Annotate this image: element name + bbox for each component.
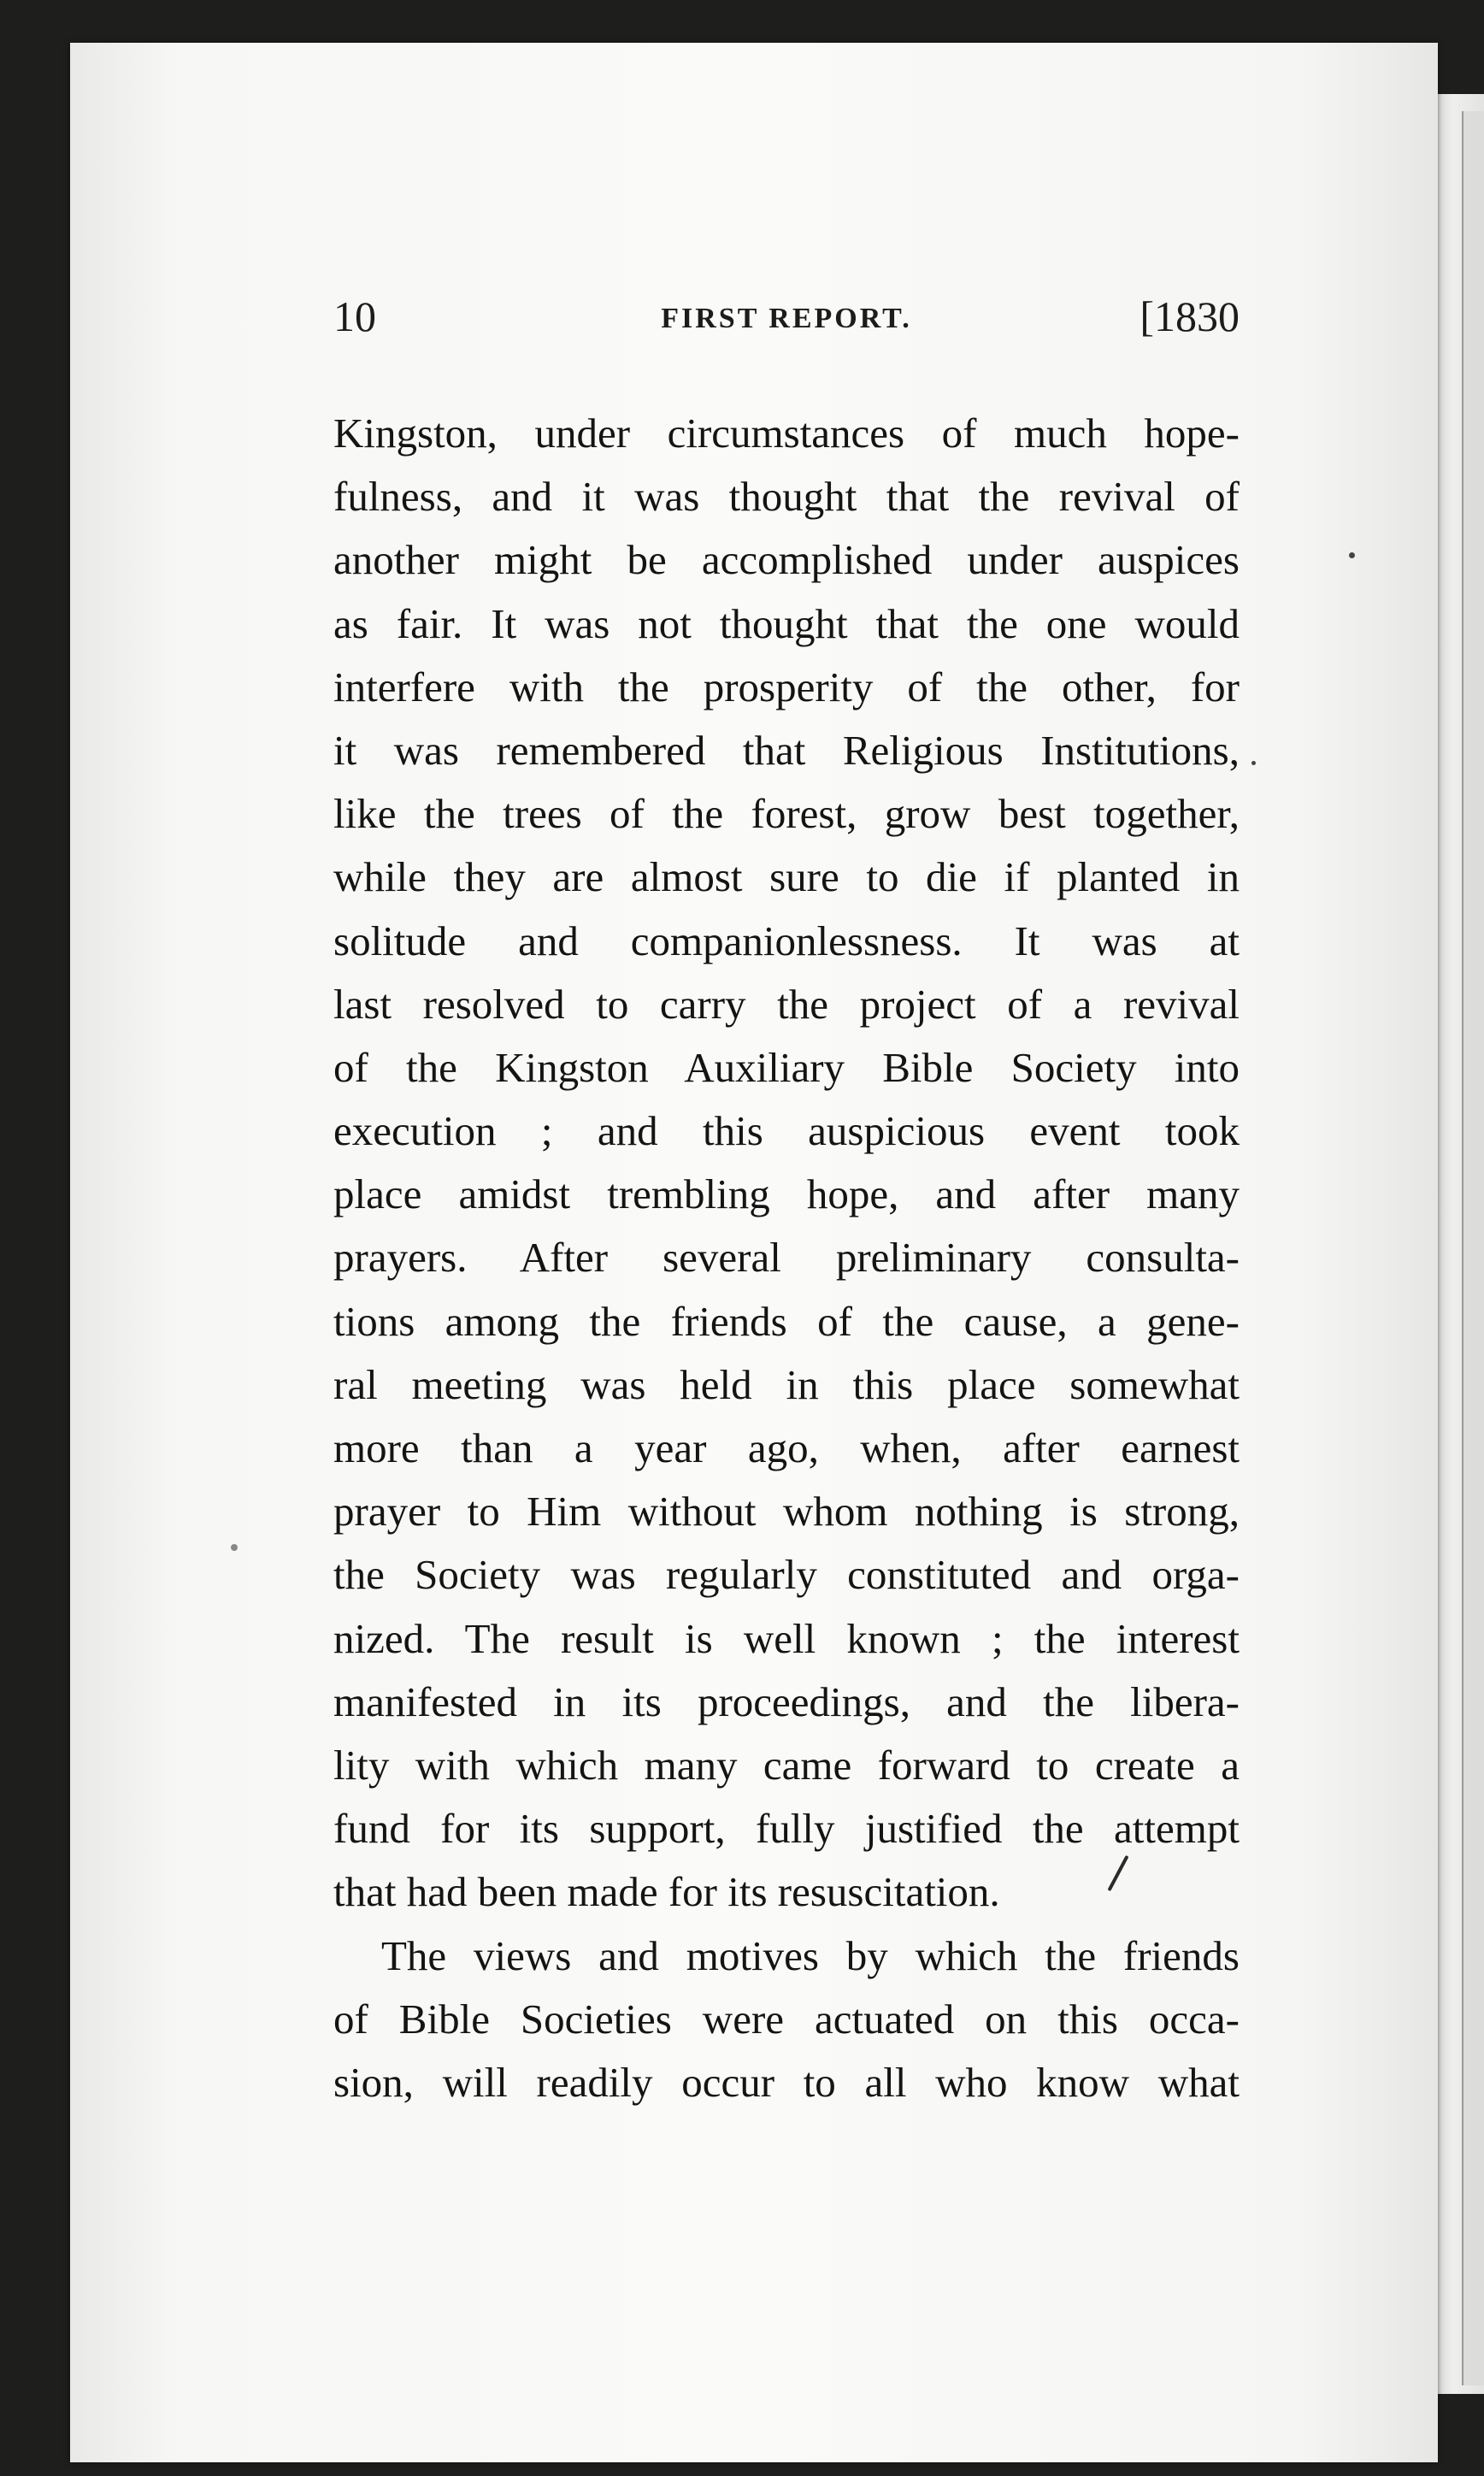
text-line: lity with which many came forward to create a [333, 1741, 1240, 1789]
text-line: fund for its support, fully justified the attempt [333, 1805, 1240, 1853]
text-line: the Society was regularly constituted and orga- [333, 1551, 1240, 1599]
page-number: 10 [333, 292, 376, 340]
text-line: execution ; and this auspicious event took [333, 1107, 1240, 1155]
text-line: of the Kingston Auxiliary Bible Society into [333, 1043, 1240, 1091]
text-line: place amidst trembling hope, and after many [333, 1170, 1240, 1218]
text-line: another might be accomplished under auspices [333, 536, 1240, 584]
text-line: more than a year ago, when, after earnest [333, 1424, 1240, 1471]
body-text [333, 402, 1240, 2114]
text-line: like the trees of the forest, grow best together, [333, 790, 1240, 838]
text-line: ral meeting was held in this place somewhat [333, 1360, 1240, 1408]
text-line: that had been made for its resuscitation. [333, 1868, 1000, 1916]
text-line: prayers. After several preliminary consulta- [333, 1234, 1240, 1282]
running-head: FIRST REPORT. [661, 303, 912, 334]
header-year: [1830 [1140, 292, 1240, 340]
text-line: it was remembered that Religious Institutions, [333, 726, 1240, 774]
text-line: while they are almost sure to die if planted in [333, 853, 1240, 901]
text-line: of Bible Societies were actuated on this occa- [333, 1995, 1240, 2043]
text-line: sion, will readily occur to all who know what [333, 2058, 1240, 2106]
text-line: last resolved to carry the project of a revival [333, 980, 1240, 1028]
text-line: tions among the friends of the cause, a gene- [333, 1297, 1240, 1345]
text-line: Kingston, under circumstances of much hope- [333, 410, 1240, 457]
page-header [333, 291, 1240, 342]
text-line: interfere with the prosperity of the other, for [333, 663, 1240, 710]
text-line: manifested in its proceedings, and the libera- [333, 1677, 1240, 1725]
adjacent-page-edge-inner [1462, 111, 1484, 2385]
paper-speck [1349, 552, 1355, 558]
text-line: as fair. It was not thought that the one would [333, 599, 1240, 647]
paper-speck [1251, 761, 1256, 765]
paper-speck [231, 1544, 238, 1551]
text-line: nized. The result is well known ; the interest [333, 1614, 1240, 1662]
text-line: prayer to Him without whom nothing is strong, [333, 1488, 1240, 1536]
text-line: solitude and companionlessness. It was at [333, 917, 1240, 964]
text-line: fulness, and it was thought that the revival of [333, 473, 1240, 521]
paragraph-start-line: The views and motives by which the friends [381, 1931, 1240, 1979]
